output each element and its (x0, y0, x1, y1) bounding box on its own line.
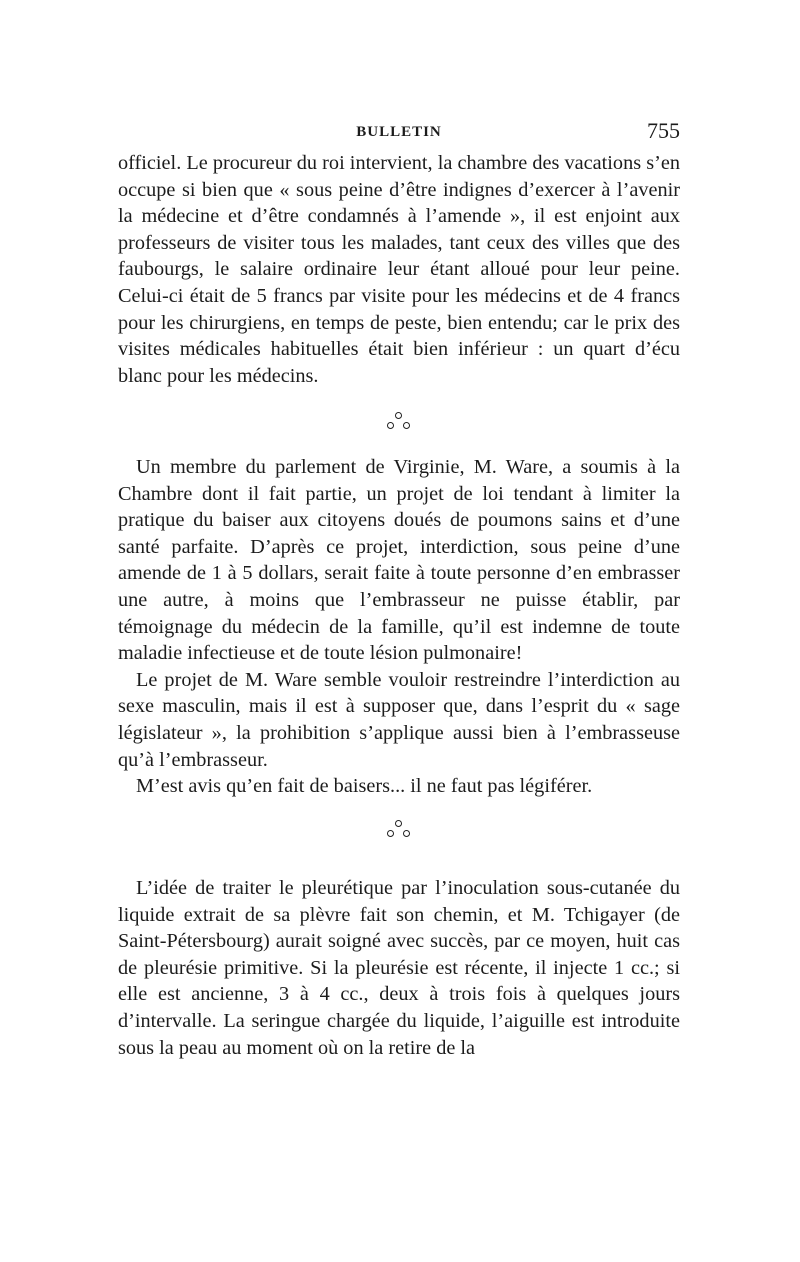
section-kissing-law (118, 454, 680, 800)
separator-ring-icon (403, 830, 410, 837)
separator-ring-icon (387, 422, 394, 429)
running-title: BULLETIN (356, 124, 442, 140)
paragraph: L’idée de traiter le pleurétique par l’inoculation sous-cutanée du liquide extrait de sa plèvre fait son chemin, et M. Tchigayer (de Saint-Pétersbourg) aurait soigné avec succès, par ce moyen, huit cas de pleurésie primitive. Si la pleurésie est récente, il injecte 1 cc.; si elle est ancienne, 3 à 4 cc., deux à trois fois à quelques jours d’intervalle. La seringue chargée du liquide, l’aiguille est introduite sous la peau au moment où on la retire de la (118, 877, 680, 1059)
paragraph: M’est avis qu’en fait de baisers... il ne faut pas légiférer. (136, 775, 593, 798)
section-separator-asterism (380, 818, 420, 848)
page-number: 755 (647, 118, 680, 143)
separator-ring-icon (403, 422, 410, 429)
page-header (118, 118, 680, 148)
separator-ring-icon (395, 412, 402, 419)
separator-ring-icon (387, 830, 394, 837)
separator-ring-icon (395, 820, 402, 827)
section-separator-asterism (380, 410, 420, 440)
section-pleurisy-treatment (118, 875, 680, 1061)
paragraph: Le projet de M. Ware semble vouloir restreindre l’interdiction au sexe masculin, mais il est à supposer que, dans l’esprit du « sage législateur », la prohibition s’applique aussi bien à l’embrasseuse qu’à l’embrasseur. (118, 668, 680, 771)
paragraph: Un membre du parlement de Virginie, M. Ware, a soumis à la Chambre dont il fait partie, un projet de loi tendant à limiter la pratique du baiser aux citoyens doués de poumons sains et d’une santé parfaite. D’après ce projet, interdiction, sous peine d’une amende de 1 à 5 dollars, serait faite à toute personne d’en embrasser une autre, à moins que l’embrasseur ne puisse établir, par témoignage du médecin de la famille, qu’il est indemne de toute maladie infectieuse et de toute lésion pulmonaire! (118, 456, 680, 665)
section-plague-fees (118, 150, 680, 389)
paragraph: officiel. Le procureur du roi intervient, la chambre des vacations s’en occupe si bien que « sous peine d’être indignes d’exercer à l’avenir la médecine et d’être condamnés à l’amende », il est enjoint aux professeurs de visiter tous les malades, tant ceux des villes que des faubourgs, le salaire ordinaire leur étant alloué pour leur peine. Celui-ci était de 5 francs par visite pour les médecins et de 4 francs pour les chirurgiens, en temps de peste, bien entendu; car le prix des visites médicales habituelles était bien inférieur : un quart d’écu blanc pour les médecins. (118, 152, 680, 387)
